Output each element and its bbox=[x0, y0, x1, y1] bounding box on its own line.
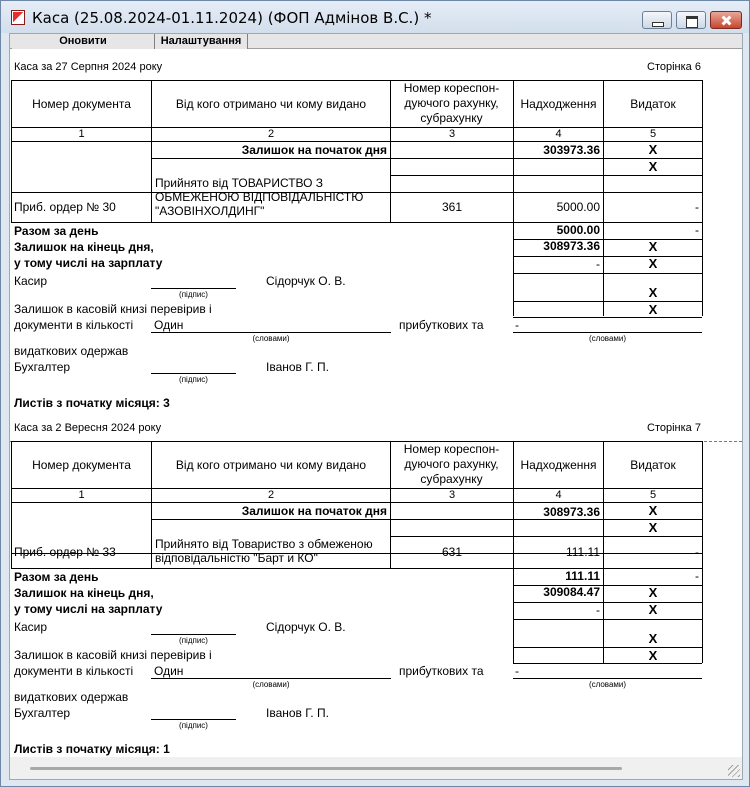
window-title: Каса (25.08.2024-01.11.2024) (ФОП Адмінов В.С.) * bbox=[32, 9, 432, 27]
account-cell: 361 bbox=[441, 200, 463, 214]
cashier-name: Сідорчук О. В. bbox=[266, 274, 346, 288]
column-number: 2 bbox=[267, 128, 275, 140]
column-header-expense: Видаток bbox=[630, 97, 676, 111]
closing-balance-value: 309084.47 bbox=[543, 585, 600, 599]
cashier-label: Касир bbox=[14, 274, 48, 288]
expense-docs-label: видаткових одержав bbox=[14, 344, 129, 358]
docs-count-label: документи в кількості bbox=[14, 318, 134, 332]
column-number: 5 bbox=[649, 128, 657, 140]
app-icon[interactable] bbox=[11, 10, 25, 25]
column-header-doc: Номер документа bbox=[32, 458, 131, 472]
docs-count-value: Один bbox=[154, 318, 184, 332]
cash-book-report[interactable] bbox=[10, 50, 742, 757]
cashier-label: Касир bbox=[14, 620, 48, 634]
income-cell: 111.11 bbox=[565, 545, 600, 559]
expense-cell: - bbox=[695, 545, 699, 559]
words-hint: (словами) bbox=[252, 334, 290, 343]
words-hint: (словами) bbox=[588, 334, 627, 343]
x-mark: X bbox=[648, 631, 658, 646]
column-number: 5 bbox=[649, 489, 657, 501]
from-to-cell: Прийнято від Товариство з обмеженою відповідальністю "Барт и КО" bbox=[155, 537, 373, 565]
x-mark: X bbox=[648, 302, 658, 317]
salary-label: у тому числі на зарплату bbox=[14, 602, 163, 616]
words-hint: (словами) bbox=[588, 680, 627, 689]
doc-number-cell: Приб. ордер № 33 bbox=[14, 545, 116, 559]
x-mark: X bbox=[648, 503, 658, 518]
page-header: Каса за 2 Вересня 2024 року bbox=[14, 422, 162, 434]
settings-button[interactable]: Налаштування bbox=[155, 34, 248, 49]
resize-grip-icon[interactable] bbox=[728, 765, 740, 777]
total-income-value: 5000.00 bbox=[556, 223, 600, 237]
accountant-name: Іванов Г. П. bbox=[266, 706, 329, 720]
from-to-cell: Прийнято від ТОВАРИСТВО З ОБМЕЖЕНОЮ ВІДПОВІДАЛЬНІСТЮ "АЗОВІНХОЛДИНГ" bbox=[155, 176, 364, 218]
maximize-button[interactable] bbox=[676, 11, 706, 29]
x-mark: X bbox=[648, 285, 658, 300]
sheets-count: Листів з початку місяця: 3 bbox=[14, 396, 170, 410]
column-number: 1 bbox=[78, 128, 85, 140]
expense-count-value: - bbox=[515, 664, 519, 678]
column-header-income: Надходження bbox=[520, 97, 597, 111]
x-mark: X bbox=[648, 159, 658, 174]
report-client-area bbox=[9, 33, 743, 780]
closing-balance-label: Залишок на кінець дня, bbox=[14, 586, 154, 600]
page-header: Каса за 27 Серпня 2024 року bbox=[14, 61, 163, 73]
signature-hint: (підпис) bbox=[179, 290, 208, 299]
update-button[interactable]: Оновити bbox=[12, 34, 155, 49]
x-mark: X bbox=[648, 256, 658, 271]
total-day-label: Разом за день bbox=[14, 224, 99, 238]
total-expense-value: - bbox=[695, 223, 699, 237]
cashier-name: Сідорчук О. В. bbox=[266, 620, 346, 634]
column-number: 3 bbox=[448, 489, 456, 501]
minimize-button[interactable] bbox=[642, 11, 672, 29]
expense-count-value: - bbox=[515, 318, 519, 332]
x-mark: X bbox=[648, 648, 658, 663]
income-docs-label: прибуткових та bbox=[399, 664, 484, 678]
column-header-income: Надходження bbox=[520, 458, 597, 472]
close-button[interactable] bbox=[710, 11, 742, 29]
sheets-count: Листів з початку місяця: 1 bbox=[14, 742, 170, 756]
accountant-name: Іванов Г. П. bbox=[266, 360, 329, 374]
opening-balance-label: Залишок на початок дня bbox=[241, 143, 387, 157]
signature-hint: (підпис) bbox=[179, 636, 208, 645]
page-number: Сторінка 7 bbox=[647, 422, 701, 434]
accountant-label: Бухгалтер bbox=[14, 706, 71, 720]
salary-label: у тому числі на зарплату bbox=[14, 256, 163, 270]
column-number: 4 bbox=[555, 128, 562, 140]
column-header-from-to: Від кого отримано чи кому видано bbox=[175, 458, 367, 472]
total-income-value: 111.11 bbox=[565, 569, 600, 583]
income-cell: 5000.00 bbox=[556, 200, 600, 214]
docs-count-label: документи в кількості bbox=[14, 664, 134, 678]
doc-number-cell: Приб. ордер № 30 bbox=[14, 200, 116, 214]
salary-value: - bbox=[596, 257, 600, 271]
column-header-account: Номер кореспон-дуючого рахунку, субрахунку bbox=[403, 81, 500, 125]
x-mark: X bbox=[648, 239, 658, 254]
page-number: Сторінка 6 bbox=[647, 61, 701, 73]
column-number: 4 bbox=[555, 489, 562, 501]
scrollbar-thumb[interactable] bbox=[30, 767, 622, 770]
x-mark: X bbox=[648, 585, 658, 600]
toolbar bbox=[10, 34, 742, 49]
checked-label: Залишок в касовій книзі перевірив і bbox=[14, 302, 212, 316]
closing-balance-value: 308973.36 bbox=[543, 239, 600, 253]
signature-hint: (підпис) bbox=[179, 375, 208, 384]
column-number: 2 bbox=[267, 489, 275, 501]
column-header-account: Номер кореспон-дуючого рахунку, субрахунку bbox=[403, 442, 500, 486]
total-day-label: Разом за день bbox=[14, 570, 99, 584]
account-cell: 631 bbox=[441, 545, 463, 559]
signature-hint: (підпис) bbox=[179, 721, 208, 730]
total-expense-value: - bbox=[695, 569, 699, 583]
x-mark: X bbox=[648, 142, 658, 157]
checked-label: Залишок в касовій книзі перевірив і bbox=[14, 648, 212, 662]
closing-balance-label: Залишок на кінець дня, bbox=[14, 240, 154, 254]
opening-balance-value: 303973.36 bbox=[543, 143, 600, 157]
expense-docs-label: видаткових одержав bbox=[14, 690, 129, 704]
title-bar[interactable] bbox=[1, 1, 749, 33]
opening-balance-label: Залишок на початок дня bbox=[241, 504, 387, 518]
column-header-doc: Номер документа bbox=[32, 97, 131, 111]
opening-balance-value: 308973.36 bbox=[543, 505, 600, 519]
income-docs-label: прибуткових та bbox=[399, 318, 484, 332]
column-header-from-to: Від кого отримано чи кому видано bbox=[175, 97, 367, 111]
words-hint: (словами) bbox=[252, 680, 290, 689]
x-mark: X bbox=[648, 520, 658, 535]
x-mark: X bbox=[648, 602, 658, 617]
horizontal-scrollbar[interactable] bbox=[10, 757, 742, 779]
column-number: 1 bbox=[78, 489, 85, 501]
accountant-label: Бухгалтер bbox=[14, 360, 71, 374]
salary-value: - bbox=[596, 603, 600, 617]
docs-count-value: Один bbox=[154, 664, 184, 678]
expense-cell: - bbox=[695, 200, 699, 214]
column-number: 3 bbox=[448, 128, 456, 140]
column-header-expense: Видаток bbox=[630, 458, 676, 472]
